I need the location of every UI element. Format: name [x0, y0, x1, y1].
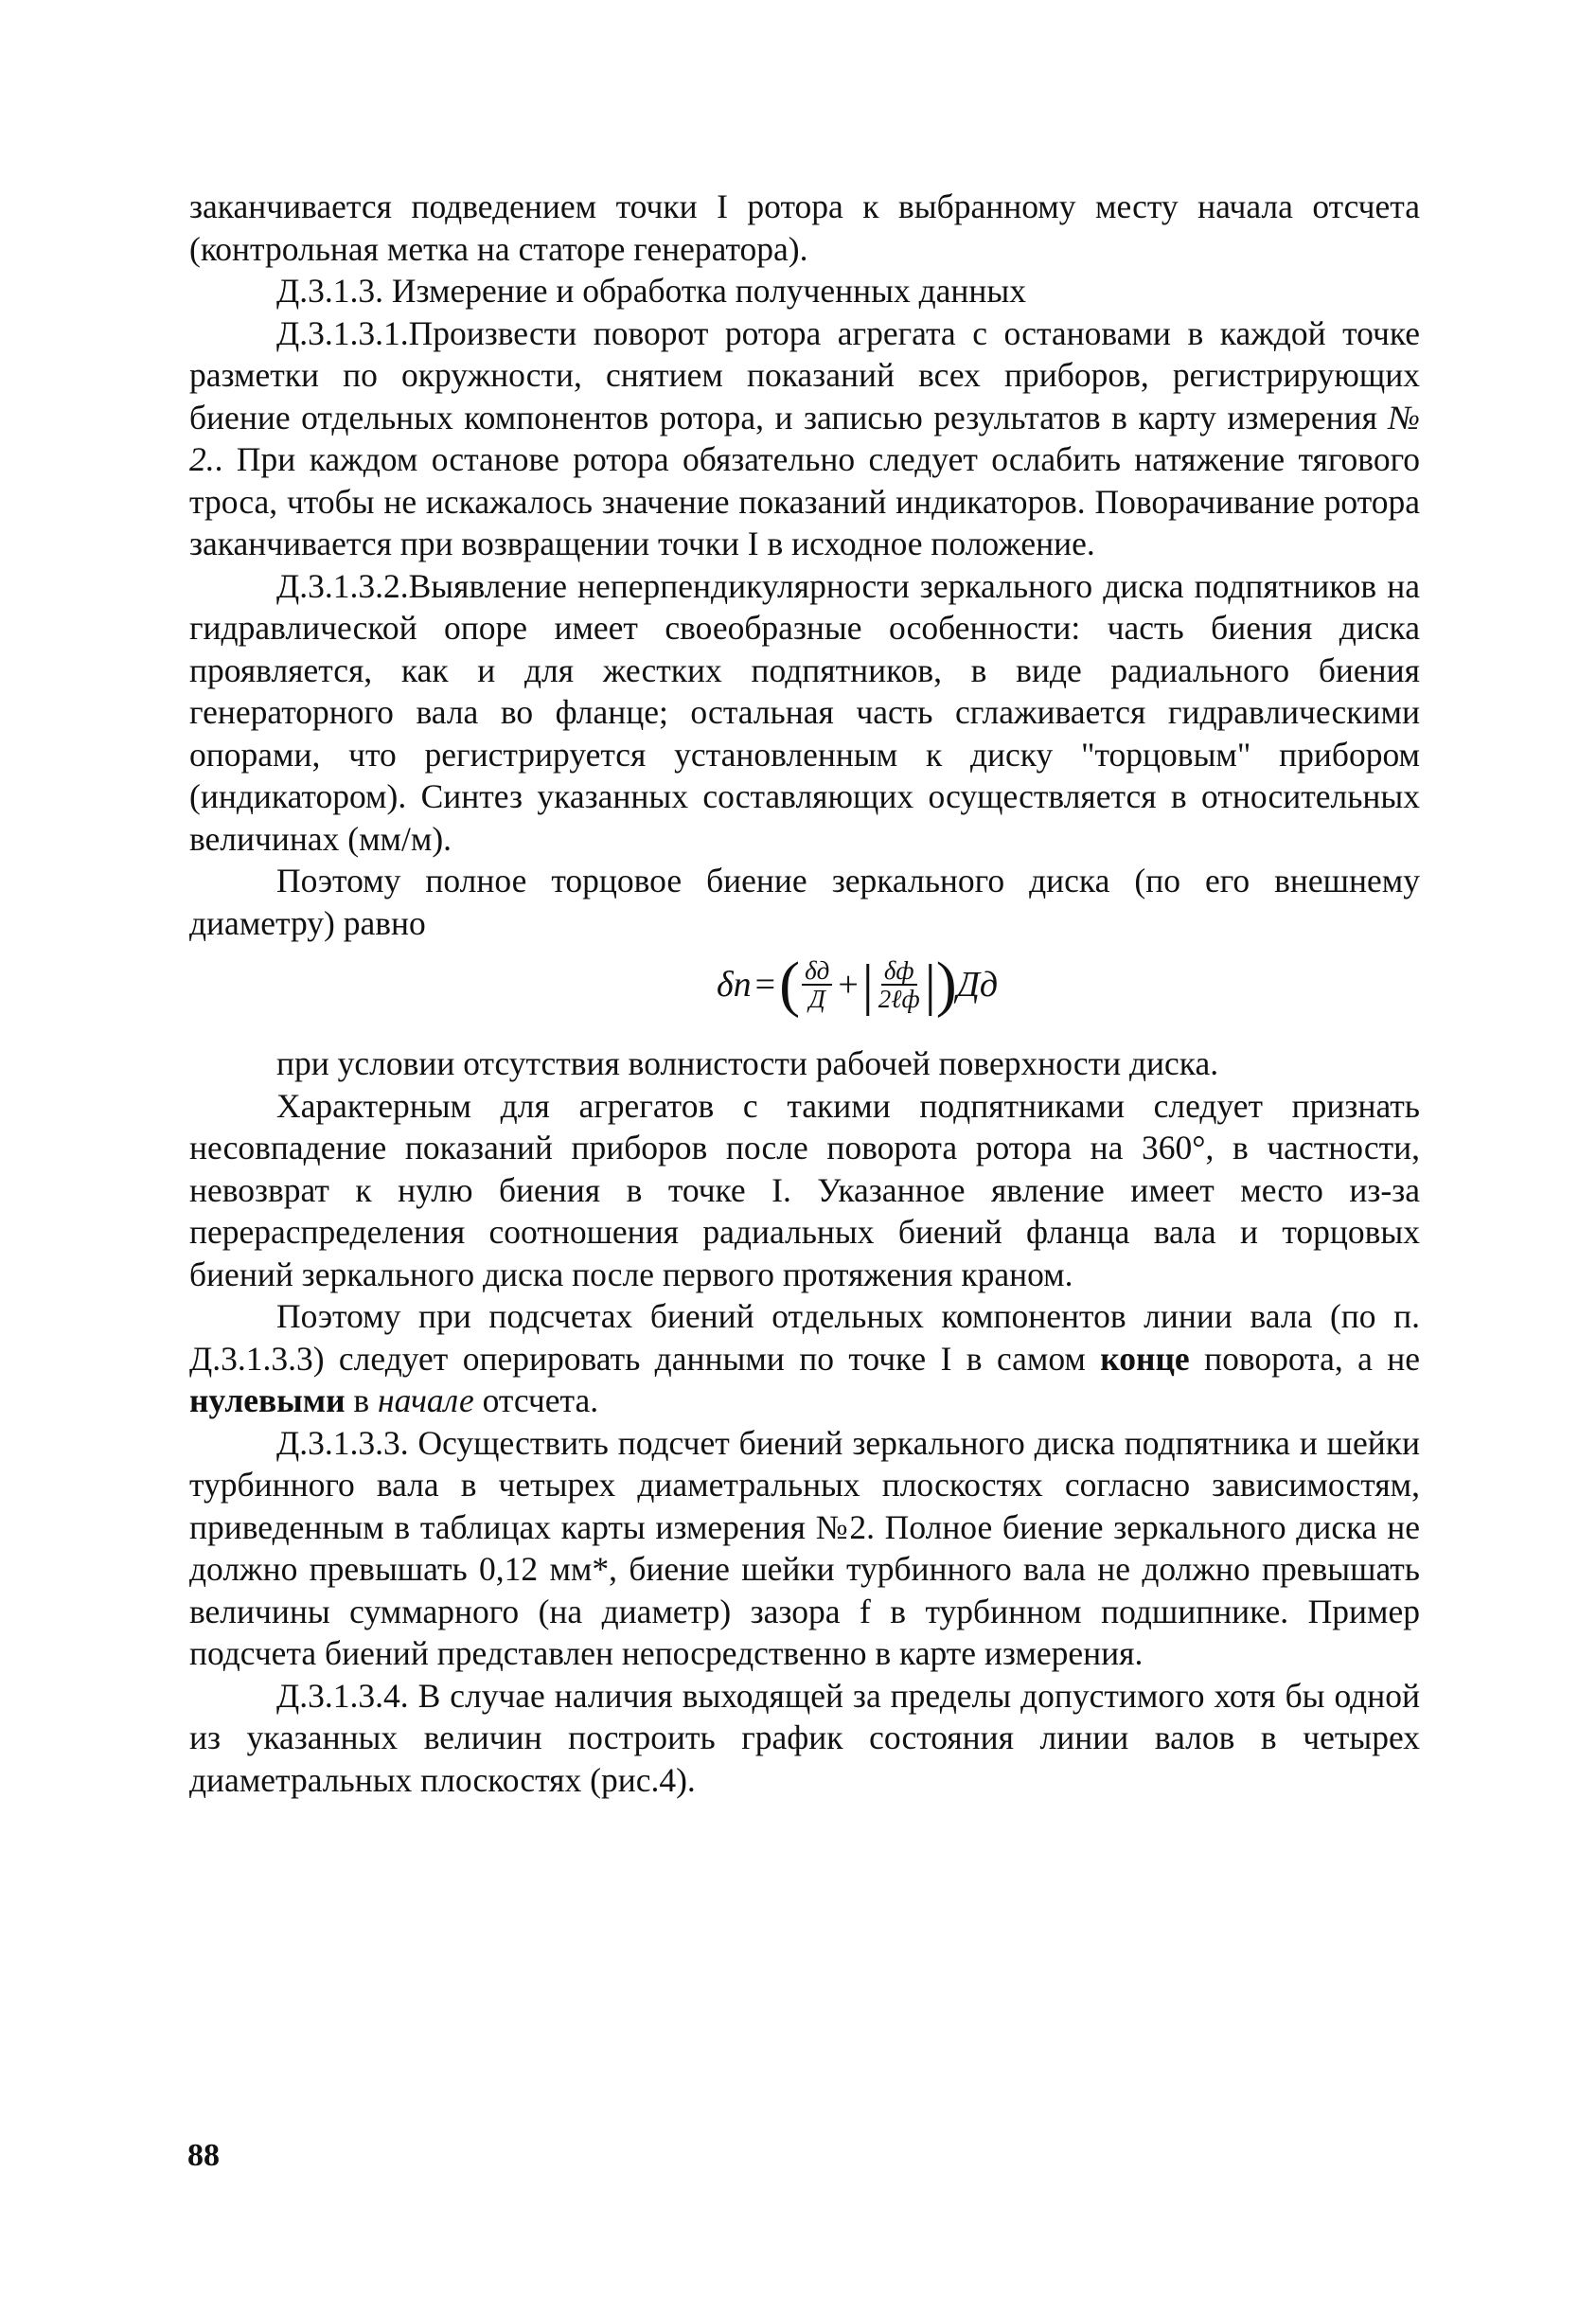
formula-abs-open: |	[861, 953, 874, 1016]
emphasis-end: конце	[1100, 1339, 1190, 1378]
paragraph-d31334: Д.3.1.3.4. В случае наличия выходящей за пределы допустимого хотя бы одной из указанных величин построить график состояния линии валов в четырех диаметральных плоскостях (рис.4).	[189, 1676, 1420, 1799]
formula-equals: =	[754, 965, 776, 1005]
formula-plus: +	[838, 965, 859, 1005]
paragraph-text: Д.3.1.3.1.Произвести поворот ротора агрегата с остановами в каждой точке разметки по окружности, снятием показаний всех приборов, регистрирующих биение отдельных компонентов ротора, и записью результатов в карту измерения	[189, 313, 1420, 436]
formula-abs-close: |	[924, 953, 936, 1016]
formula-fraction-1	[802, 957, 832, 1012]
formula-lhs: δп	[717, 965, 752, 1005]
paragraph-d31331	[189, 312, 1420, 565]
paragraph-text: . При каждом останове ротора обязательно следует ослабить натяжение тягового троса, чтобы не искажалось значение показаний индикаторов. Поворачивание ротора заканчивается при возвращении точки I в исходное положение.	[189, 440, 1420, 562]
paragraph-d31333: Д.3.1.3.3. Осуществить подсчет биений зеркального диска подпятника и шейки турбинного вала в четырех диаметральных плоскостях согласно зависимостям, приведенным в таблицах карты измерения №2. Полное биение зеркального диска не должно превышать 0,12 мм*, биение шейки турбинного вала не должно превышать величины суммарного (на диаметр) зазора f в турбинном подшипнике. Пример подсчета биений представлен непосредственно в карте измерения.	[189, 1423, 1420, 1672]
emphasis-start: начале	[378, 1381, 474, 1419]
fraction-2-numerator: δф	[881, 957, 917, 986]
emphasis-zero: нулевыми	[189, 1381, 346, 1419]
fraction-1-numerator: δд	[802, 957, 832, 986]
paragraph-condition: при условии отсутствия волнистости рабочей поверхности диска.	[276, 1044, 1219, 1082]
map-number: № 2.	[189, 398, 1420, 478]
paragraph-formula-intro: Поэтому полное торцовое биение зеркального диска (по его внешнему диаметру) равно	[189, 862, 1420, 942]
paragraph-text: поворота, а не	[1189, 1339, 1420, 1378]
fraction-1-denominator: Д	[808, 985, 825, 1013]
paragraph-text: Поэтому при подсчетах биений отдельных компонентов линии вала (по п. Д.3.1.3.3) следует оперировать данными по точке I в самом	[189, 1297, 1420, 1378]
formula-open-paren: (	[779, 950, 801, 1019]
paragraph-characteristic: Характерным для агрегатов с такими подпятниками следует признать несовпадение показаний приборов после поворота ротора на 360°, в частности, невозврат к нулю биения в точке I. Указанное явление имеет место из-за перераспределения соотношения радиальных биений фланца вала и торцовых биений зеркального диска после первого протяжения краном.	[189, 1086, 1420, 1293]
page-number: 88	[187, 2138, 220, 2173]
section-heading: Д.3.1.3. Измерение и обработка полученных данных	[276, 272, 1026, 310]
formula-rhs-factor: Дд	[956, 965, 999, 1005]
paragraph-counting-note	[189, 1295, 1420, 1422]
paragraph-continuation: заканчивается подведением точки I ротора к выбранному месту начала отсчета (контрольная метка на статоре генератора).	[189, 187, 1420, 268]
formula-close-paren: )	[935, 950, 957, 1019]
page-content	[189, 186, 1420, 1801]
paragraph-d31332: Д.3.1.3.2.Выявление неперпендикулярности зеркального диска подпятников на гидравлической опоре имеет своеобразные особенности: часть биения диска проявляется, как и для жестких подпятников, в виде радиального биения генераторного вала во фланце; остальная часть сглаживается гидравлическими опорами, что регистрируется установленным к диску "торцовым" прибором (индикатором). Синтез указанных составляющих осуществляется в относительных величинах (мм/м).	[189, 566, 1420, 858]
paragraph-text: отсчета.	[473, 1381, 599, 1419]
runout-formula	[717, 950, 999, 1019]
fraction-2-denominator: 2ℓф	[878, 985, 920, 1013]
formula-fraction-2	[876, 957, 923, 1012]
paragraph-text: в	[345, 1381, 379, 1419]
formula-block	[189, 944, 1420, 1042]
